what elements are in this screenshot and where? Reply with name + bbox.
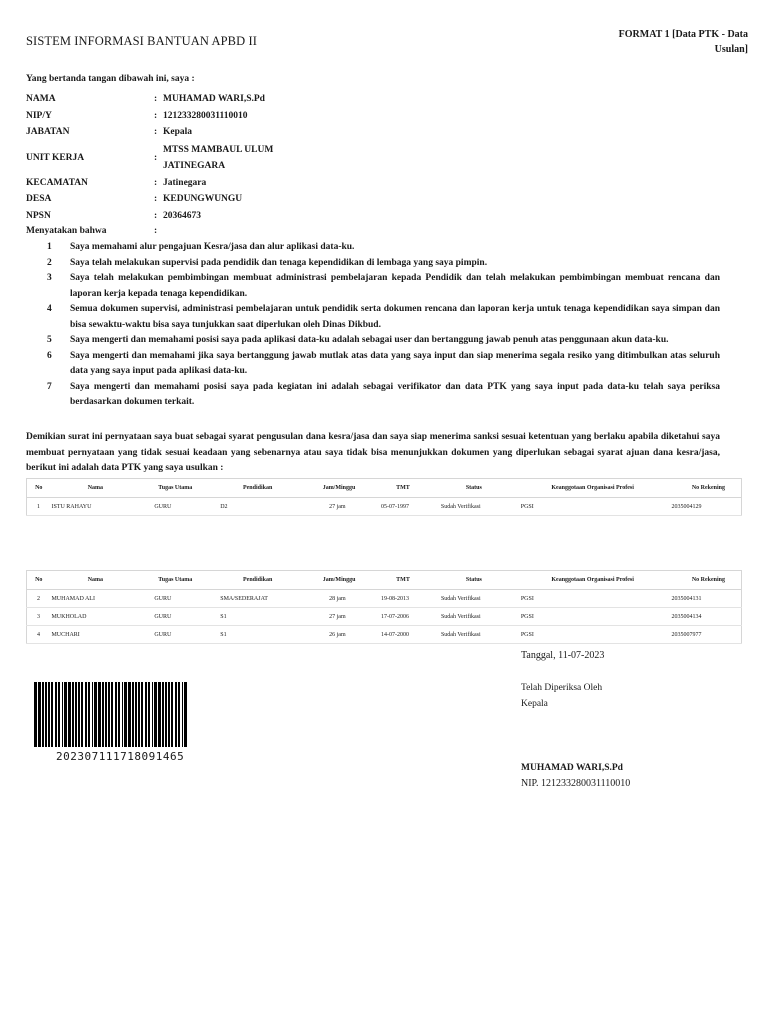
barcode-bar <box>34 682 37 747</box>
barcode-bar <box>162 682 164 747</box>
col-jam-minggu: Jam/Minggu <box>305 571 373 590</box>
closing-paragraph: Demikian surat ini pernyataan saya buat sebagai syarat pengusulan dana kesra/jasa dan saya siap menerima sanksi sesuai ketentuan yang berlaku apabila diketahui saya membuat pernyataan yang tidak sesuai keadaan yang sebenarnya atau saya tidak bisa menunjukkan dokumen yang diperlukan sebagai syarat ajuan dana kesra/jasa, berikut ini adalah data PTK yang saya usulkan : <box>26 432 720 473</box>
statement-item: 6 Saya mengerti dan memahami jika saya bertanggung jawab mutlak atas data yang saya input dan siap menerima segala resiko yang ditimbulkan atas seluruh data yang saya input pada aplikasi data-ku. <box>47 350 720 376</box>
table-row: 2 MUHAMAD ALI GURU SMA/SEDERAJAT 28 jam 19-08-2013 Sudah Verifikasi PGSI 2035004131 <box>27 590 742 608</box>
identity-value: 20364673 <box>163 210 201 221</box>
barcode-bar <box>115 682 117 747</box>
barcode-bar <box>81 682 83 747</box>
barcode-bar <box>178 682 180 747</box>
barcode-bar <box>105 682 107 747</box>
col-nama: Nama <box>50 479 140 498</box>
barcode-bar <box>182 682 183 747</box>
identity-row-unit-kerja: UNIT KERJA : MTSS MAMBAUL ULUM JATINEGARA <box>26 141 333 175</box>
barcode-bar <box>184 682 187 747</box>
identity-row-jabatan: JABATAN : Kepala <box>26 124 333 141</box>
barcode-bar <box>42 682 44 747</box>
identity-row-kecamatan: KECAMATAN : Jatinegara <box>26 175 333 192</box>
intro-text: Yang bertanda tangan dibawah ini, saya : <box>26 74 195 84</box>
identity-label: DESA <box>26 194 52 205</box>
barcode-bar <box>68 682 71 747</box>
barcode-bar <box>98 682 101 747</box>
barcode-bar <box>128 682 131 747</box>
barcode-bar <box>154 682 157 747</box>
barcode-bar <box>38 682 41 747</box>
col-jam-minggu: Jam/Minggu <box>305 479 373 498</box>
table-row: 3 MUKHOLAD GURU S1 27 jam 17-07-2006 Sudah Verifikasi PGSI 2035004134 <box>27 608 742 626</box>
statement-item: 1 Saya memahami alur pengajuan Kesra/jasa dan alur aplikasi data-ku. <box>47 242 355 252</box>
identity-value: MTSS MAMBAUL ULUM JATINEGARA <box>163 144 274 171</box>
signatory-nip: NIP. 121233280031110010 <box>521 778 631 789</box>
identity-value: KEDUNGWUNGU <box>163 194 243 205</box>
identity-value: MUHAMAD WARI,S.Pd <box>163 94 265 105</box>
statement-item: 3 Saya telah melakukan pembimbingan membuat administrasi pembelajaran kepada Pendidik dan telah melakukan pembimbingan membuat rencana dan laporan kerja kepada tenaga kependidikan. <box>47 273 720 299</box>
statement-list <box>26 240 720 411</box>
col-nama: Nama <box>50 571 140 590</box>
barcode-bar <box>135 682 137 747</box>
barcode-bar <box>108 682 110 747</box>
identity-table <box>26 91 333 224</box>
barcode-bar <box>148 682 150 747</box>
statement-item: 7 Saya mengerti dan memahami posisi saya pada kegiatan ini adalah sebagai verifikator dan data PTK yang saya input pada data-ku telah saya periksa berdasarkan dokumen terkait. <box>47 381 720 407</box>
identity-label: KECAMATAN <box>26 177 88 188</box>
col-rekening: No Rekening <box>670 479 741 498</box>
format-label: FORMAT 1 [Data PTK - Data Usulan] <box>618 29 748 55</box>
barcode-bar <box>75 682 77 747</box>
table-header-row <box>27 479 742 498</box>
barcode-bar <box>171 682 173 747</box>
barcode-bar <box>158 682 161 747</box>
col-rekening: No Rekening <box>671 571 742 590</box>
ptk-table-1 <box>26 478 742 516</box>
barcode-image <box>34 682 189 747</box>
barcode-bar <box>152 682 153 747</box>
identity-row-npsn: NPSN : 20364673 <box>26 208 333 225</box>
statement-item: 2 Saya telah melakukan supervisi pada pendidik dan tenaga kependidikan di lembaga yang saya pimpin. <box>47 257 488 268</box>
identity-value: Kepala <box>163 127 193 138</box>
identity-row-nip: NIP/Y : 121233280031110010 <box>26 108 333 125</box>
barcode-bar <box>92 682 93 747</box>
barcode-bar <box>111 682 113 747</box>
identity-label: NPSN <box>26 210 51 221</box>
barcode-bar <box>118 682 120 747</box>
signature-date: Tanggal, 11-07-2023 <box>521 650 605 661</box>
col-status: Status <box>433 479 515 498</box>
barcode-bar <box>124 682 127 747</box>
col-tmt: TMT <box>373 479 433 498</box>
col-pendidikan: Pendidikan <box>210 571 305 590</box>
barcode-bar <box>72 682 74 747</box>
barcode-bar <box>58 682 60 747</box>
barcode-bar <box>64 682 67 747</box>
statement-item: 5 Saya mengerti dan memahami posisi saya pada aplikasi data-ku adalah sebagai user dan bertanggung jawab penuh atas penggunaan akun data-ku. <box>47 335 669 345</box>
menyatakan-label: Menyatakan bahwa : <box>26 226 158 236</box>
col-no: No <box>27 479 51 498</box>
statement-item: 4 Semua dokumen supervisi, administrasi pembelajaran untuk pendidik serta dokumen rencana dan laporan kerja untuk tenaga kependidikan saya simpan dan bisa sewaktu-waktu bisa saya tunjukkan saat diperlukan oleh Dinas Dikbud. <box>47 304 720 330</box>
barcode-bar <box>51 682 53 747</box>
table-header-row <box>27 571 742 590</box>
signatory-name: MUHAMAD WARI,S.Pd <box>521 763 623 773</box>
col-organisasi: Keanggotaan Organisasi Profesi <box>515 571 671 590</box>
table-row: 1 ISTU RAHAYU GURU D2 27 jam 05-07-1997 Sudah Verifikasi PGSI 2035004129 <box>27 498 742 516</box>
identity-row-desa: DESA : KEDUNGWUNGU <box>26 191 333 208</box>
system-title: SISTEM INFORMASI BANTUAN APBD II <box>26 34 258 48</box>
barcode-number: 202307111718091465 <box>56 750 185 763</box>
barcode-bar <box>175 682 177 747</box>
identity-value: Jatinegara <box>163 177 207 188</box>
col-pendidikan: Pendidikan <box>210 479 305 498</box>
barcode-bar <box>55 682 57 747</box>
barcode-bar <box>48 682 50 747</box>
barcode-bar <box>62 682 63 747</box>
identity-row-nama: NAMA : MUHAMAD WARI,S.Pd <box>26 91 333 108</box>
identity-label: NAMA <box>26 94 56 105</box>
barcode-bar <box>165 682 167 747</box>
barcode-bar <box>78 682 80 747</box>
barcode-bar <box>168 682 170 747</box>
identity-value: 121233280031110010 <box>163 110 248 121</box>
barcode-bar <box>85 682 87 747</box>
ptk-table-2 <box>26 570 742 644</box>
barcode-bar <box>132 682 134 747</box>
table-row: 4 MUCHARI GURU S1 26 jam 14-07-2000 Sudah Verifikasi PGSI 2035007977 <box>27 626 742 644</box>
barcode-bar <box>102 682 104 747</box>
barcode-bar <box>94 682 97 747</box>
identity-label: NIP/Y <box>26 110 52 121</box>
col-tugas-utama: Tugas Utama <box>140 479 210 498</box>
identity-label: JABATAN <box>26 127 70 138</box>
barcode-bar <box>88 682 90 747</box>
col-organisasi: Keanggotaan Organisasi Profesi <box>515 479 671 498</box>
barcode-bar <box>145 682 147 747</box>
barcode-bar <box>122 682 123 747</box>
col-status: Status <box>433 571 515 590</box>
identity-label: UNIT KERJA <box>26 152 85 163</box>
col-tmt: TMT <box>373 571 433 590</box>
barcode-bar <box>141 682 143 747</box>
col-no: No <box>27 571 51 590</box>
signature-checked-by: Telah Diperiksa Oleh Kepala <box>521 683 603 709</box>
col-tugas-utama: Tugas Utama <box>140 571 210 590</box>
barcode-bar <box>138 682 140 747</box>
barcode-bar <box>45 682 47 747</box>
